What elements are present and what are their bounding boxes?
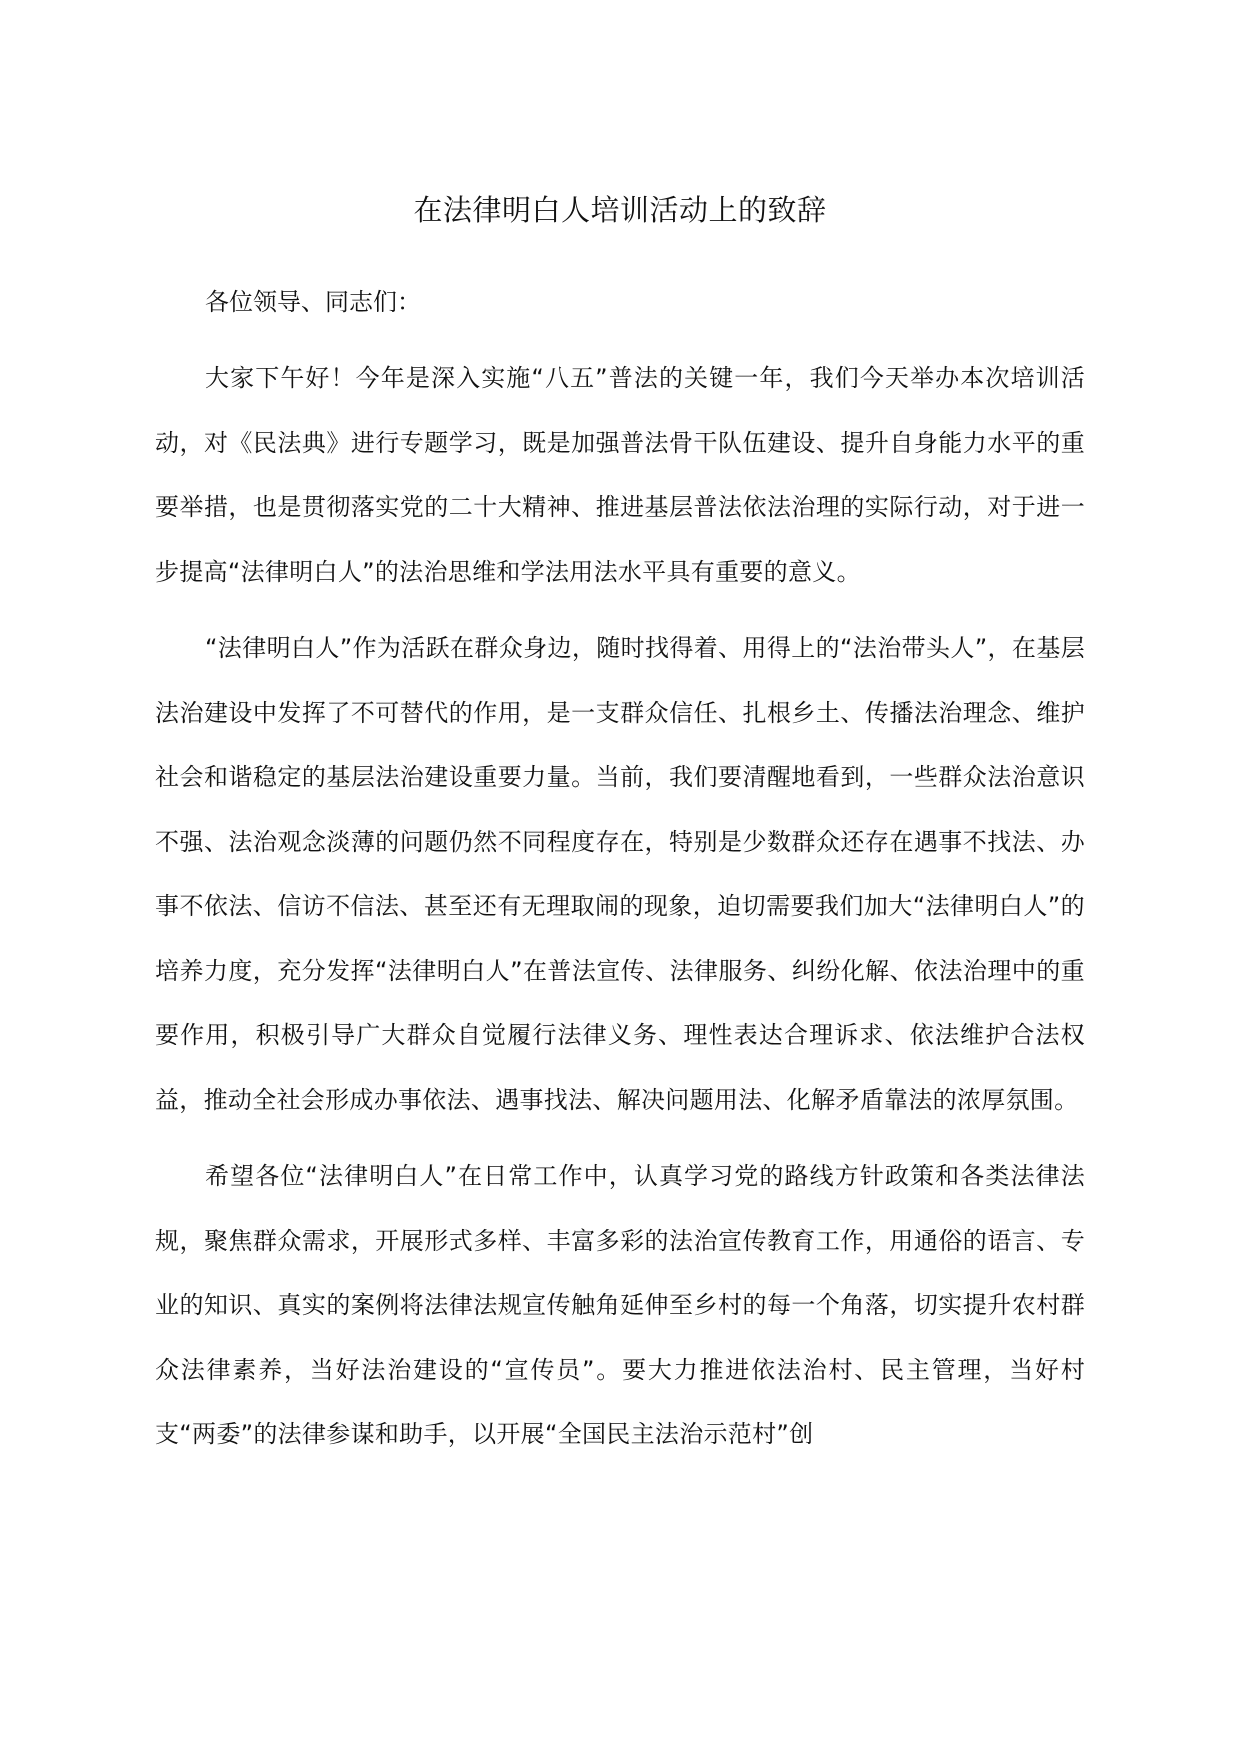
paragraph-expectations: 希望各位“法律明白人”在日常工作中，认真学习党的路线方针政策和各类法律法规，聚焦群众需求，开展形式多样、丰富多彩的法治宣传教育工作，用通俗的语言、专业的知识、真实的案例将法律法规宣传触角延伸至乡村的每一个角落，切实提升农村群众法律素养，当好法治建设的“宣传员”。要大力推进依法治村、民主管理，当好村支“两委”的法律参谋和助手，以开展“全国民主法治示范村”创 [155,1162,1085,1448]
document-title: 在法律明白人培训活动上的致辞 [413,193,827,227]
paragraph-greeting: 大家下午好！今年是深入实施“八五”普法的关键一年，我们今天举办本次培训活动，对《民法典》进行专题学习，既是加强普法骨干队伍建设、提升自身能力水平的重要举措，也是贯彻落实党的二十大精神、推进基层普法依法治理的实际行动，对于进一步提高“法律明白人”的法治思维和学法用法水平具有重要的意义。 [155,364,1085,586]
salutation: 各位领导、同志们： [205,288,421,316]
document-body [155,270,1085,1479]
paragraph-role: “法律明白人”作为活跃在群众身边，随时找得着、用得上的“法治带头人”，在基层法治建设中发挥了不可替代的作用，是一支群众信任、扎根乡土、传播法治理念、维护社会和谐稳定的基层法治建设重要力量。当前，我们要清醒地看到，一些群众法治意识不强、法治观念淡薄的问题仍然不同程度存在，特别是少数群众还存在遇事不找法、办事不依法、信访不信法、甚至还有无理取闹的现象，迫切需要我们加大“法律明白人”的培养力度，充分发挥“法律明白人”在普法宣传、法律服务、纠纷化解、依法治理中的重要作用，积极引导广大群众自觉履行法律义务、理性表达合理诉求、依法维护合法权益，推动全社会形成办事依法、遇事找法、解决问题用法、化解矛盾靠法的浓厚氛围。 [155,634,1085,1114]
